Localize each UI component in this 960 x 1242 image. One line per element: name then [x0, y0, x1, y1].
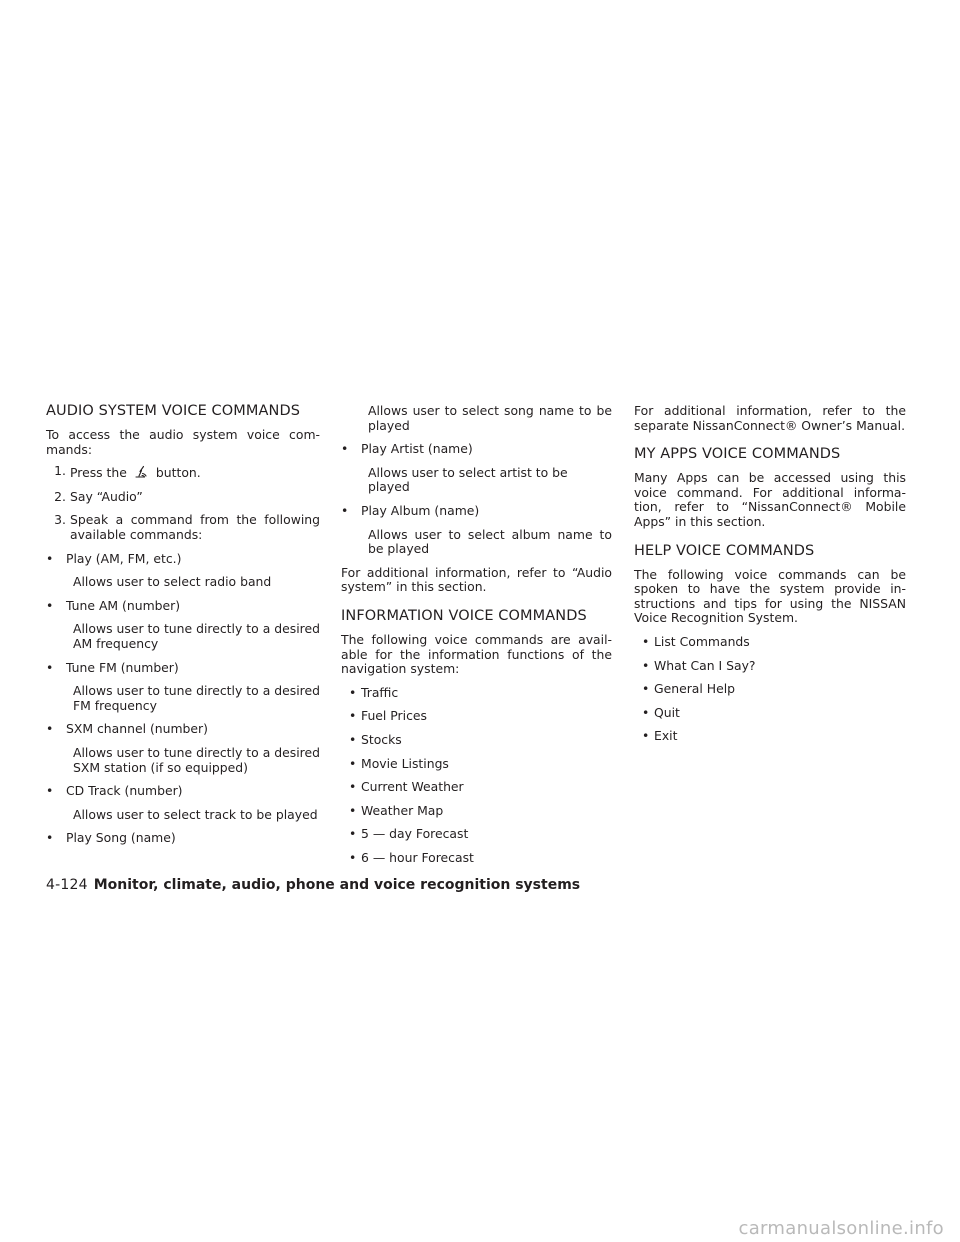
list-item-desc: Allows user to select album name to be played [368, 526, 612, 557]
list-item-desc: Allows user to select radio band [73, 574, 272, 590]
my-apps-heading: MY APPS VOICE COMMANDS [634, 446, 841, 463]
column-2 [341, 402, 612, 874]
list-item: • General Help [642, 681, 736, 697]
list-item: • Stocks [349, 731, 402, 747]
help-text: The following voice commands can be spoken to have the system provide in-structions and tips for using the NISSAN Voice Recognition System. [634, 566, 906, 626]
audio-commands-heading: AUDIO SYSTEM VOICE COMMANDS [46, 403, 301, 419]
list-item: • List Commands [642, 633, 750, 649]
page-footer [46, 876, 580, 894]
list-item-desc: Allows user to tune directly to a desired AM frequency [73, 621, 320, 651]
list-item: • Fuel Prices [349, 708, 427, 724]
list-item: • Play Artist (name) [341, 441, 473, 457]
help-heading: HELP VOICE COMMANDS [634, 542, 815, 559]
column-1 [46, 402, 320, 855]
list-item: • Current Weather [349, 779, 464, 795]
audio-reference: For additional information, refer to “Audio system” in this section. [341, 564, 612, 595]
chapter-title: Monitor, climate, audio, phone and voice recognition systems [93, 877, 581, 893]
list-item-desc: Allows user to tune directly to a desired SXM station (if so equipped) [73, 744, 320, 775]
step-1: 1. Press the button. [54, 463, 201, 481]
list-item: • Exit [642, 728, 678, 744]
list-item: • What Can I Say? [642, 657, 756, 673]
step-3: 3. Speak a command from the following available commands: [54, 512, 320, 542]
talk-voice-icon [130, 464, 152, 478]
page-number: 4-124 [46, 877, 88, 893]
my-apps-text: Many Apps can be accessed using this voice command. For additional informa-tion, refer to “NissanConnect® Mobile Apps” in this section. [634, 470, 906, 529]
list-item-desc: Allows user to tune directly to a desired FM frequency [73, 683, 320, 713]
list-item: • Traffic [349, 684, 399, 700]
list-item: • Quit [642, 704, 680, 720]
list-item: • Tune AM (number) [46, 597, 181, 613]
list-item: • Tune FM (number) [46, 659, 179, 675]
list-item: • Play (AM, FM, etc.) [46, 550, 182, 566]
list-item: • Movie Listings [349, 755, 449, 771]
column-3 [634, 402, 906, 753]
information-intro: The following voice commands are avail-able for the information functions of the navigation system: [341, 631, 612, 677]
list-item: • CD Track (number) [46, 783, 183, 799]
watermark: carmanualsonline.info [738, 1218, 944, 1239]
list-item: • Play Song (name) [46, 830, 176, 846]
list-item-desc: Allows user to select song name to be played [368, 403, 612, 433]
list-item: • 5 — day Forecast [349, 826, 469, 842]
list-item-desc: Allows user to select track to be played [73, 806, 318, 822]
nissanconnect-reference: For additional information, refer to the separate NissanConnect® Owner’s Manual. [634, 403, 906, 433]
list-item: • SXM channel (number) [46, 721, 208, 737]
list-item: • Weather Map [349, 802, 444, 818]
step-2: 2. Say “Audio” [54, 488, 143, 504]
list-item-desc: Allows user to select artist to be played [368, 464, 568, 495]
information-commands-heading: INFORMATION VOICE COMMANDS [341, 607, 587, 624]
audio-intro: To access the audio system voice com-mands: [46, 427, 320, 457]
list-item: • Play Album (name) [341, 502, 480, 518]
list-item: • 6 — hour Forecast [349, 849, 474, 865]
